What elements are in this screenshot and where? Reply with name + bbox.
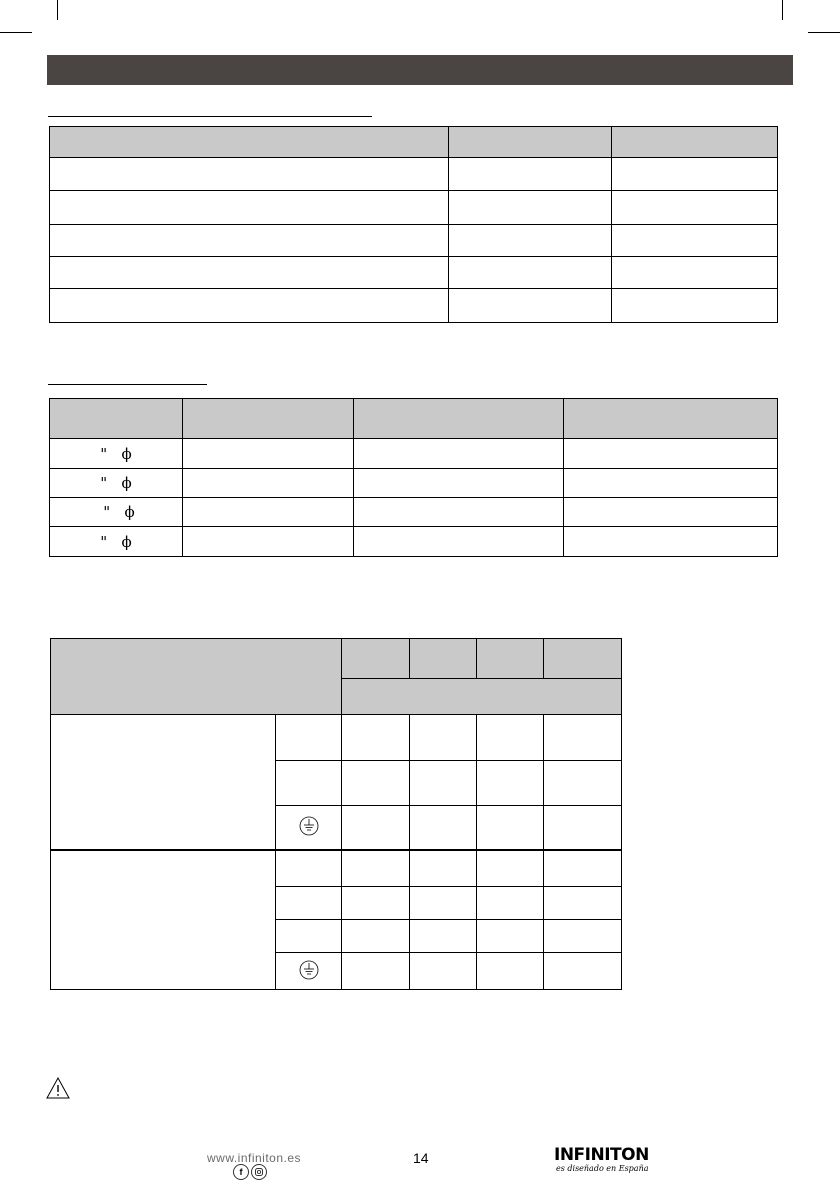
table-cell <box>477 887 544 920</box>
table-cell <box>276 887 342 920</box>
table-cell <box>477 761 544 806</box>
group-label-cell <box>51 715 276 850</box>
table-header-cell <box>354 399 564 439</box>
brand-logo: INFINITON <box>554 1145 649 1165</box>
earth-ground-icon <box>299 960 319 980</box>
diameter-cell <box>50 498 183 527</box>
table-cell <box>342 806 410 850</box>
table-header-cell <box>612 127 778 158</box>
wiring-table <box>50 638 622 990</box>
diameter-cell <box>50 469 183 498</box>
table-header-cell <box>50 127 449 158</box>
facebook-icon[interactable]: f <box>233 1164 249 1180</box>
table-cell <box>564 439 778 469</box>
table-cell <box>477 953 544 990</box>
table-header-cell <box>410 639 477 679</box>
table-header-cell <box>544 639 622 679</box>
table-cell <box>183 498 354 527</box>
table-header-cell <box>51 639 342 715</box>
earth-cell <box>276 953 342 990</box>
spec-table-2 <box>49 398 778 557</box>
table-cell <box>544 761 622 806</box>
table-cell <box>410 761 477 806</box>
earth-ground-icon <box>299 816 319 836</box>
table-header-cell <box>50 399 183 439</box>
page-number: 14 <box>413 1150 429 1166</box>
diameter-cell <box>50 527 183 557</box>
table-cell <box>477 850 544 887</box>
table-cell <box>544 887 622 920</box>
diameter-label: " ϕ <box>103 503 135 521</box>
table-cell <box>342 850 410 887</box>
table-cell <box>449 158 612 191</box>
table-cell <box>342 887 410 920</box>
diameter-label: " ϕ <box>100 532 132 551</box>
table-header-cell <box>564 399 778 439</box>
table-cell <box>50 257 449 289</box>
table-cell <box>342 920 410 953</box>
table-cell <box>342 715 410 761</box>
table-header-cell <box>449 127 612 158</box>
section-title-underline <box>48 116 372 117</box>
table-cell <box>564 498 778 527</box>
diameter-label: " ϕ <box>100 444 132 463</box>
table-cell <box>449 257 612 289</box>
table-cell <box>449 225 612 257</box>
crop-mark <box>808 32 840 33</box>
section-title-underline <box>48 384 207 385</box>
table-cell <box>276 850 342 887</box>
table-cell <box>276 920 342 953</box>
warning-triangle-icon <box>45 1076 71 1100</box>
spec-table-1 <box>49 126 778 323</box>
table-cell <box>544 806 622 850</box>
table-cell <box>544 920 622 953</box>
table-cell <box>410 920 477 953</box>
table-cell <box>612 191 778 225</box>
table-cell <box>354 498 564 527</box>
table-cell <box>544 850 622 887</box>
table-cell <box>50 191 449 225</box>
table-cell <box>342 953 410 990</box>
table-cell <box>612 257 778 289</box>
table-cell <box>477 920 544 953</box>
table-cell <box>410 887 477 920</box>
table-cell <box>544 953 622 990</box>
table-cell <box>564 527 778 557</box>
table-cell <box>612 158 778 191</box>
table-cell <box>564 469 778 498</box>
diameter-cell <box>50 439 183 469</box>
table-cell <box>276 761 342 806</box>
table-cell <box>183 469 354 498</box>
table-cell <box>50 225 449 257</box>
table-cell <box>477 715 544 761</box>
crop-mark <box>57 0 58 20</box>
group-label-cell <box>51 850 276 990</box>
instagram-icon[interactable] <box>251 1164 267 1180</box>
table-header-cell <box>477 639 544 679</box>
table-cell <box>354 469 564 498</box>
table-header-cell <box>342 639 410 679</box>
table-cell <box>183 439 354 469</box>
table-cell <box>612 225 778 257</box>
table-cell <box>50 158 449 191</box>
table-cell <box>410 806 477 850</box>
table-cell <box>50 289 449 323</box>
table-cell <box>544 715 622 761</box>
diameter-label: " ϕ <box>100 474 132 492</box>
crop-mark <box>0 32 32 33</box>
table-header-cell <box>183 399 354 439</box>
section-header-bar <box>47 55 793 85</box>
table-cell <box>354 527 564 557</box>
table-cell <box>612 289 778 323</box>
table-cell <box>276 715 342 761</box>
table-cell <box>183 527 354 557</box>
table-cell <box>342 761 410 806</box>
table-header-cell <box>342 679 622 715</box>
table-cell <box>449 289 612 323</box>
table-cell <box>354 439 564 469</box>
earth-cell <box>276 806 342 850</box>
table-cell <box>410 715 477 761</box>
table-cell <box>410 953 477 990</box>
table-cell <box>410 850 477 887</box>
footer-website-link[interactable]: www.infiniton.es <box>207 1151 302 1165</box>
table-cell <box>477 806 544 850</box>
table-cell <box>449 191 612 225</box>
brand-tagline: es diseñado en España <box>556 1164 649 1173</box>
crop-mark <box>782 0 783 20</box>
